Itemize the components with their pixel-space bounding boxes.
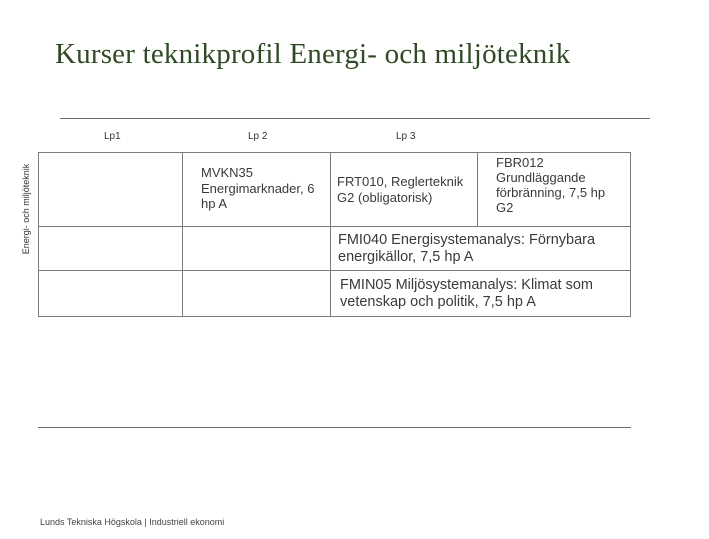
grid-line <box>38 152 631 153</box>
grid-line <box>38 226 631 227</box>
column-header-lp3: Lp 3 <box>396 131 416 142</box>
course-mvkn35: MVKN35 Energimarknader, 6 hp A <box>201 165 315 212</box>
grid-line <box>330 152 331 317</box>
grid-line <box>38 270 631 271</box>
slide-title: Kurser teknikprofil Energi- och miljöteknik <box>55 38 571 70</box>
grid-line <box>630 152 631 317</box>
grid-line <box>182 152 183 317</box>
grid-line <box>38 152 39 317</box>
course-fbr012: FBR012 Grundläggande förbränning, 7,5 hp G2 <box>496 155 606 215</box>
row-label-energi-miljoteknik: Energi- och miljöteknik <box>21 163 31 255</box>
grid-line <box>477 152 478 227</box>
footer-text: Lunds Tekniska Högskola | Industriell ekonomi <box>40 517 225 527</box>
column-header-lp1: Lp1 <box>104 131 121 142</box>
course-fmin05: FMIN05 Miljösystemanalys: Klimat som vetenskap och politik, 7,5 hp A <box>340 277 593 311</box>
course-frt010: FRT010, Reglerteknik G2 (obligatorisk) <box>337 174 464 205</box>
column-header-lp2: Lp 2 <box>248 131 268 142</box>
bottom-rule <box>38 427 631 428</box>
course-fmi040: FMI040 Energisystemanalys: Förnybara energikällor, 7,5 hp A <box>338 232 596 266</box>
grid-line <box>38 316 631 317</box>
